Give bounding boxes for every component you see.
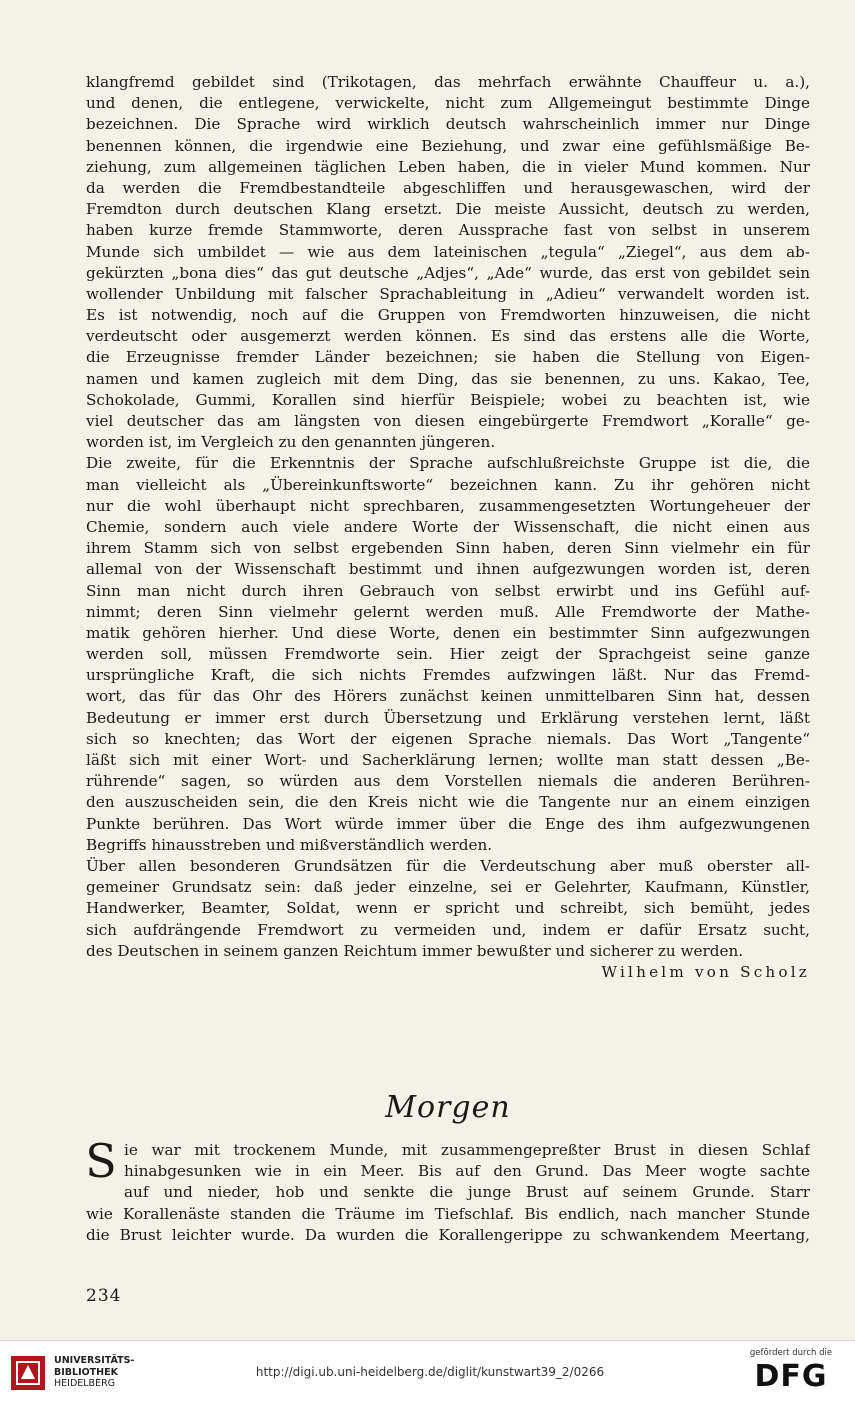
text-line: die Brust leichter wurde. Da wurden die Korallengerippe zu schwankendem Meertang, (86, 1225, 810, 1244)
section-title-block (86, 1088, 810, 1128)
library-logo[interactable] (10, 1349, 210, 1397)
text-line: ursprüngliche Kraft, die sich nichts Fremdes aufzwingen läßt. Nur das Fremd- (86, 666, 810, 685)
text-line: und denen, die entlegene, verwickelte, nicht zum Allgemeingut bestimmte Dinge (86, 94, 810, 113)
text-line: worden ist, im Vergleich zu den genannten jüngeren. (86, 433, 496, 452)
author-signature: Wilhelm von Scholz (601, 963, 810, 981)
text-line: nur die wohl überhaupt nicht sprechbaren, zusammengesetzten Wortungeheuer der (86, 496, 810, 515)
library-seal-icon (10, 1355, 46, 1391)
viewer-footer (0, 1340, 855, 1407)
text-line: gekürzten „bona dies“ das gut deutsche „Adjes“, „Ade“ wurde, das erst von gebildet sein (86, 263, 810, 282)
text-line: Bedeutung er immer erst durch Übersetzung und Erklärung verstehen lernt, läßt (86, 708, 810, 727)
text-line: sich so knechten; das Wort der eigenen Sprache niemals. Das Wort „Tangente“ (86, 729, 810, 748)
dropcap-paragraph (85, 1134, 810, 1204)
funding-logo[interactable] (741, 1347, 841, 1401)
indented-lines (86, 1140, 810, 1204)
text-line: haben kurze fremde Stammworte, deren Aussprache fast von selbst in unserem (86, 221, 810, 240)
text-line: Schokolade, Gummi, Korallen sind hierfür Beispiele; wobei zu beachten ist, wie (86, 390, 810, 409)
text-line: sich aufdrängende Fremdwort zu vermeiden und, indem er dafür Ersatz sucht, (86, 920, 810, 939)
text-line: viel deutscher das am längsten von diesen eingebürgerte Fremdwort „Koralle“ ge- (86, 412, 810, 430)
text-line: ihrem Stamm sich von selbst ergebenden Sinn haben, deren Sinn vielmehr ein für (86, 539, 810, 558)
text-line: gemeiner Grundsatz sein: daß jeder einzelne, sei er Gelehrter, Kaufmann, Künstler, (86, 878, 810, 897)
text-line: nimmt; deren Sinn vielmehr gelernt werden muß. Alle Fremdworte der Mathe- (86, 602, 810, 621)
text-line: Über allen besonderen Grundsätzen für die Verdeutschung aber muß oberster all- (86, 856, 810, 875)
text-line: Begriffs hinausstreben und mißverständlich werden. (86, 835, 493, 854)
text-line: ziehung, zum allgemeinen täglichen Leben haben, die in vieler Mund kommen. Nur (86, 157, 810, 176)
library-name-line-2: BIBLIOTHEK (54, 1366, 118, 1378)
text-line: man vielleicht als „Übereinkunftsworte“ bezeichnen kann. Zu ihr gehören nicht (86, 475, 810, 494)
library-name-line-3: HEIDELBERG (54, 1378, 116, 1389)
section-body (85, 1134, 810, 1246)
text-line: benennen können, die irgendwie eine Beziehung, und zwar eine gefühlsmäßige Be- (86, 136, 810, 155)
text-line: allemal von der Wissenschaft bestimmt und ihnen aufgezwungen worden ist, deren (86, 560, 810, 579)
text-line: Handwerker, Beamter, Soldat, wenn er spricht und schreibt, sich bemüht, jedes (86, 899, 810, 918)
text-line: Sinn man nicht durch ihren Gebrauch von selbst erwirbt und ins Gefühl auf- (86, 581, 810, 600)
text-line: des Deutschen in seinem ganzen Reichtum immer bewußter und sicherer zu werden. (86, 941, 744, 960)
text-line: ie war mit trockenem Munde, mit zusammengepreßter Brust in diesen Schlaf (124, 1141, 810, 1159)
text-line: da werden die Fremdbestandteile abgeschliffen und herausgewaschen, wird der (86, 178, 810, 197)
text-line: rührende“ sagen, so würden aus dem Vorstellen niemals die anderen Berühren- (86, 772, 810, 791)
text-line: wort, das für das Ohr des Hörers zunächst keinen unmittelbaren Sinn hat, dessen (86, 687, 810, 706)
dfg-logo-text: DFG (754, 1359, 828, 1394)
text-line: Die zweite, für die Erkenntnis der Sprache aufschlußreichste Gruppe ist die, die (86, 454, 810, 473)
library-name-line-1: UNIVERSITÄTS- (54, 1355, 135, 1366)
article-body (86, 72, 810, 962)
section-title: Morgen (385, 1090, 511, 1125)
text-line: werden soll, müssen Fremdworte sein. Hier zeigt der Sprachgeist seine ganze (86, 645, 810, 664)
text-line: bezeichnen. Die Sprache wird wirklich deutsch wahrscheinlich immer nur Dinge (86, 115, 810, 134)
text-line: hinabgesunken wie in ein Meer. Bis auf den Grund. Das Meer wogte sachte (124, 1162, 810, 1181)
text-line: Fremdton durch deutschen Klang ersetzt. Die meiste Aussicht, deutsch zu werden, (86, 200, 810, 219)
library-name (54, 1355, 134, 1390)
text-line: wollender Unbildung mit falscher Sprachableitung in „Adieu“ verwandelt worden ist. (86, 284, 810, 303)
text-line: Munde sich umbildet — wie aus dem lateinischen „tegula“ „Ziegel“, aus dem ab- (86, 242, 810, 261)
page-number: 234 (86, 1286, 122, 1306)
text-line: den auszuscheiden sein, die den Kreis nicht wie die Tangente nur an einem einzigen (86, 793, 810, 812)
funding-caption: gefördert durch die (749, 1348, 833, 1358)
text-line: matik gehören hierher. Und diese Worte, denen ein bestimmter Sinn aufgezwungen (86, 623, 810, 642)
section-lines (86, 1204, 810, 1246)
text-line: verdeutscht oder ausgemerzt werden können. Es sind das erstens alle die Worte, (86, 327, 810, 346)
text-line: wie Korallenäste standen die Träume im Tiefschlaf. Bis endlich, nach mancher Stunde (86, 1204, 810, 1223)
dropcap-letter: S (85, 1134, 117, 1188)
text-line: Chemie, sondern auch viele andere Worte der Wissenschaft, die nicht einen aus (86, 517, 810, 536)
text-line: auf und nieder, hob und senkte die junge Brust auf seinem Grunde. Starr (124, 1183, 810, 1202)
text-line: Punkte berühren. Das Wort würde immer über die Enge des ihm aufgezwungenen (86, 814, 810, 833)
text-line: namen und kamen zugleich mit dem Ding, das sie benennen, zu uns. Kakao, Tee, (86, 369, 810, 388)
text-line: die Erzeugnisse fremder Länder bezeichnen; sie haben die Stellung von Eigen- (86, 348, 810, 367)
text-line: Es ist notwendig, noch auf die Gruppen von Fremdworten hinzuweisen, die nicht (86, 306, 810, 325)
document-url-link[interactable]: http://digi.ub.uni-heidelberg.de/diglit/kunstwart39_2/0266 (255, 1365, 605, 1379)
text-line: klangfremd gebildet sind (Trikotagen, das mehrfach erwähnte Chauffeur u. a.), (86, 73, 810, 91)
text-line: läßt sich mit einer Wort- und Sacherklärung lernen; wollte man statt dessen „Be- (86, 751, 810, 769)
article-signature-block (86, 960, 810, 984)
